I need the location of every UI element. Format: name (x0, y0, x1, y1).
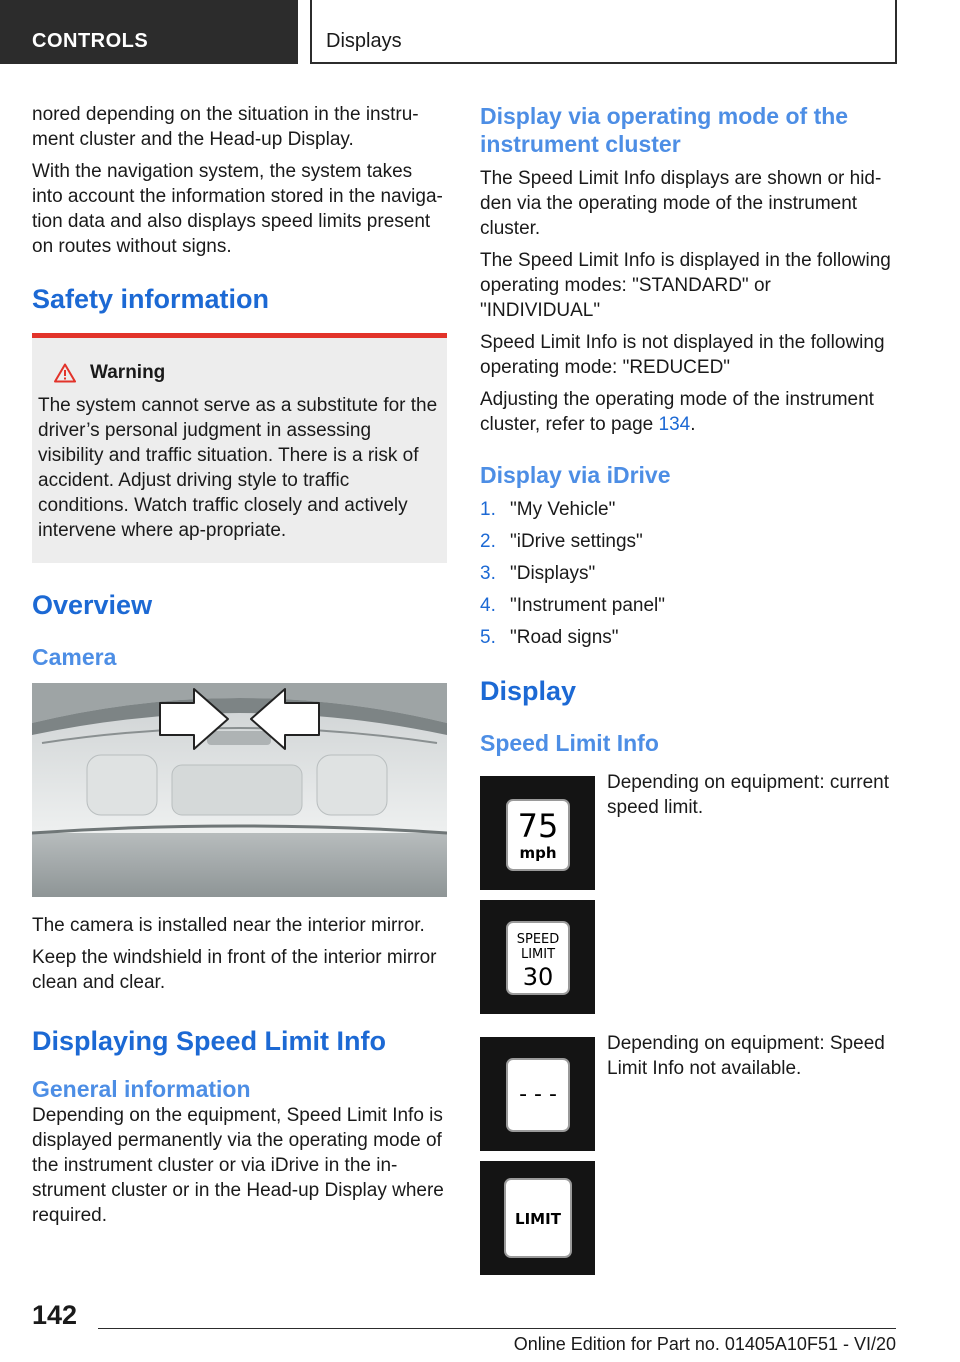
overview-heading: Overview (32, 590, 153, 620)
footer-divider (98, 1328, 896, 1329)
us-sign-unit: mph (519, 844, 557, 862)
intro-paragraph-1: nored depending on the situation in the instru-ment cluster and the Head-up Display. (32, 104, 419, 150)
step-text: "iDrive settings" (510, 530, 643, 552)
opmode-paragraph-3: Speed Limit Info is not displayed in the following operating mode: "REDUCED" (480, 332, 885, 378)
chapter-tab (310, 0, 897, 64)
opmode-paragraph-1: The Speed Limit Info displays are shown or hid-den via the operating mode of the instrument cluster. (480, 168, 882, 239)
opmode-p4-period: . (690, 414, 696, 435)
limit-sign-icon (480, 1161, 595, 1275)
warning-title: Warning (90, 362, 166, 383)
section-title: CONTROLS (32, 30, 149, 52)
speed-sign-value: 30 (522, 963, 554, 991)
speed-sign-line-2: LIMIT (520, 947, 556, 962)
list-item (480, 621, 895, 653)
speed-sign-line-1: SPEED (516, 932, 560, 947)
left-column (32, 102, 447, 1235)
display-heading: Display (480, 676, 577, 706)
page-number: 142 (32, 1300, 78, 1330)
step-text: "Displays" (510, 562, 596, 584)
opmode-paragraph-4 (480, 387, 895, 437)
list-item (480, 557, 895, 589)
list-item (480, 493, 895, 525)
step-number: 4. (480, 594, 496, 616)
right-column (480, 102, 895, 757)
us-speed-sign-icon (480, 776, 595, 890)
footer-edition: Online Edition for Part no. 01405A10F51 - VI/20 (513, 1334, 896, 1354)
camera-location-image (32, 683, 447, 897)
limit-sign-text: LIMIT (515, 1210, 561, 1228)
speed-limit-info-heading: Speed Limit Info (480, 730, 659, 756)
step-text: "Road signs" (510, 626, 619, 648)
opmode-paragraph-2: The Speed Limit Info is displayed in the following operating modes: "STANDARD" or "INDIVIDUAL" (480, 250, 891, 321)
warning-triangle-icon (54, 363, 76, 383)
page-reference-link[interactable]: 134 (658, 414, 691, 435)
intro-paragraph-2: With the navigation system, the system takes into account the information stored in the naviga-tion data and also displays speed limits present on routes without signs. (32, 161, 443, 257)
us-sign-value: 75 (517, 807, 559, 845)
speed-limit-sign-icon (480, 900, 595, 1014)
na-sign-text: - - - (519, 1082, 557, 1107)
general-info-paragraph: Depending on the equipment, Speed Limit Info is displayed permanently via the operating mode of the instrument cluster or via iDrive in the in-strument cluster or in the Head-up Display where required. (32, 1105, 444, 1226)
section-tab (0, 0, 298, 64)
step-text: "Instrument panel" (510, 594, 666, 616)
warning-text: The system cannot serve as a substitute for the driver’s personal judgment in assessing visibility and traffic situation. There is a risk of accident. Adjust driving style to traffic conditions. Watch traffic closely and actively intervene where ap-propriate. (38, 395, 438, 541)
camera-paragraph-1: The camera is installed near the interior mirror. (32, 915, 425, 936)
general-info-heading: General information (32, 1076, 251, 1102)
opmode-p4-text: Adjusting the operating mode of the instrument cluster, refer to page (480, 389, 874, 435)
idrive-steps-list (480, 493, 895, 653)
camera-paragraph-2: Keep the windshield in front of the interior mirror clean and clear. (32, 947, 437, 993)
displaying-heading: Displaying Speed Limit Info (32, 1026, 387, 1056)
safety-heading: Safety information (32, 284, 270, 314)
not-available-sign-icon (480, 1037, 595, 1151)
step-number: 5. (480, 626, 496, 648)
step-text: "My Vehicle" (510, 498, 616, 520)
idrive-heading: Display via iDrive (480, 462, 671, 488)
list-item (480, 525, 895, 557)
camera-heading: Camera (32, 644, 117, 670)
step-number: 2. (480, 530, 496, 552)
step-number: 3. (480, 562, 496, 584)
warning-box (32, 333, 447, 563)
opmode-heading: Display via operating mode of the instrument cluster (480, 103, 849, 157)
sli-current-text: Depending on equipment: current speed limit. (607, 772, 890, 818)
warning-title-row (54, 360, 439, 385)
chapter-title: Displays (326, 30, 402, 52)
list-item (480, 589, 895, 621)
step-number: 1. (480, 498, 496, 520)
sli-na-text: Depending on equipment: Speed Limit Info not available. (607, 1033, 885, 1079)
